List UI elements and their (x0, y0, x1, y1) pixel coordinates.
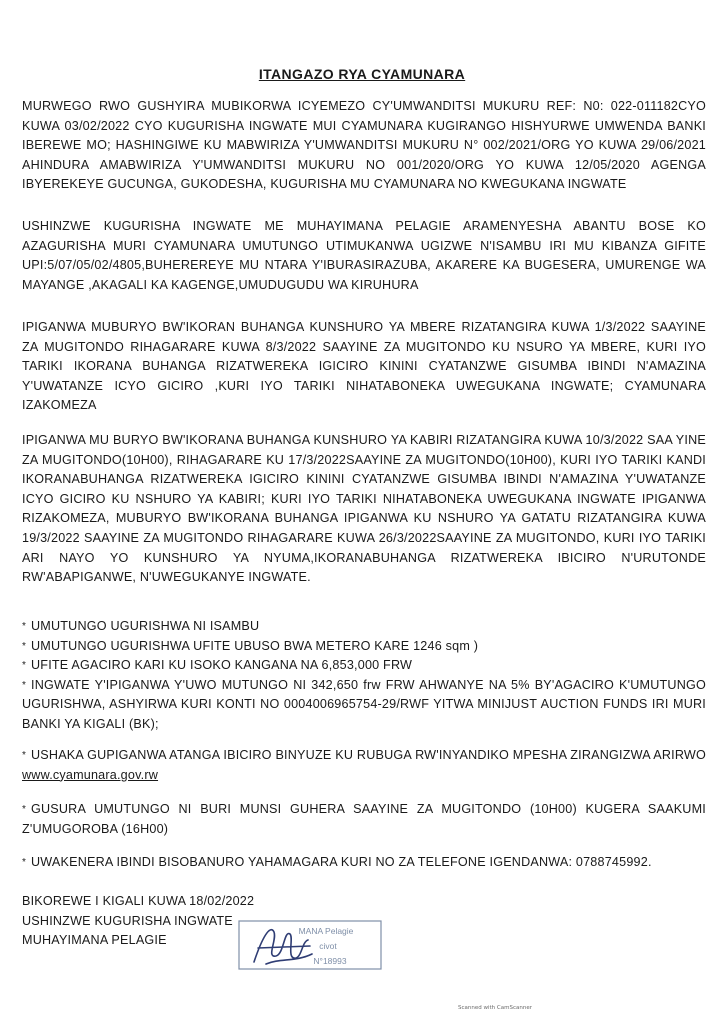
asterisk-bullet-icon: * (22, 804, 27, 815)
list-item: * UMUTUNGO UGURISHWA UFITE UBUSO BWA METERO KARE 1246 sqm ) (22, 637, 706, 657)
official-stamp-and-signature (236, 918, 384, 972)
bidding-website-note: * USHAKA GUPIGANWA ATANGA IBICIRO BINYUZE KU RUBUGA RW'INYANDIKO MPESHA ZIRANGIZWA ARIRWO www.cyamunara.gov.rw (22, 748, 706, 782)
asterisk-bullet-icon: * (22, 640, 27, 652)
list-item: * INGWATE Y'IPIGANWA Y'UWO MUTUNGO NI 342,650 frw FRW AHWANYE NA 5% BY'AGACIRO K'UMUTUNGO UGURISHWA, ASHYIRWA KURI KONTI NO 0004006965754-29/RWF YITWA MINIJUST AUCTION FUNDS IRI MURI BANKI YA KIGALI (BK); (22, 677, 706, 731)
asterisk-bullet-icon: * (22, 750, 27, 761)
paragraph-first-auction-round: IPIGANWA MUBURYO BW'IKORAN BUHANGA KUNSHURO YA MBERE RIZATANGIRA KUWA 1/3/2022 SAAYINE ZA MUGITONDO RIHAGARARE KUWA 8/3/2022 SAAYINE ZA MUGITONDO KU NSURO YA MBERE, KURI IYO TARIKI IKORANA BUHANGA RIZATWEREKA IGICIRO KININI CYATANZWE GISUMBA IBINDI N'AMAZINA Y'UWATANZE ICYO GICIRO ,KURI IYO TARIKI NIHATABONEKA UWEGUKANA INGWATE; CYAMUNARA IZAKOMEZA (22, 320, 706, 413)
list-item: * UMUTUNGO UGURISHWA NI ISAMBU (22, 617, 706, 637)
stamp-line-2: civot (319, 941, 337, 951)
property-visit-note: * GUSURA UMUTUNGO NI BURI MUNSI GUHERA SAAYINE ZA MUGITONDO (10H00) KUGERA SAAKUMI Z'UMUGOROBA (16H00) (22, 802, 706, 836)
asterisk-bullet-icon: * (22, 660, 27, 672)
signoff-role: USHINZWE KUGURISHA INGWATE (22, 913, 233, 928)
property-details-list (22, 617, 706, 735)
contact-info-note: * UWAKENERA IBINDI BISOBANURO YAHAMAGARA KURI NO ZA TELEFONE IGENDANWA: 0788745992. (22, 853, 706, 873)
asterisk-bullet-icon: * (22, 679, 27, 691)
cyamunara-website-link[interactable]: www.cyamunara.gov.rw (22, 767, 159, 782)
signoff-name: MUHAYIMANA PELAGIE (22, 933, 167, 948)
scanner-watermark: Scanned with CamScanner (458, 1005, 532, 1011)
stamp-line-1: MANA Pelagie (298, 926, 354, 936)
document-title: ITANGAZO RYA CYAMUNARA (258, 66, 466, 82)
list-item: * UFITE AGACIRO KARI KU ISOKO KANGANA NA 6,853,000 FRW (22, 656, 706, 676)
signoff-place-date: BIKOREWE I KIGALI KUWA 18/02/2022 (22, 894, 255, 908)
paragraph-second-third-auction-rounds: IPIGANWA MU BURYO BW'IKORANA BUHANGA KUNSHURO YA KABIRI RIZATANGIRA KUWA 10/3/2022 SAA YINE ZA MUGITONDO(10H00), RIHAGARARE KU 17/3/2022SAAYINE ZA MUGITONDO(10H00), KURI IYO TARIKI KANDI IKORANABUHANGA RIZATWEREKA IGICIRO KININI CYATANZWE GISUMBA IBINDI N'AMAZINA Y'UWATANZE ICYO GICIRO KU NSHURO YA KABIRI; KURI IYO TARIKI NIHATABONEKA UWEGUKANA INGWATE IPIGANWA RIZAKOMEZA, MUBURYO BW'IKORANA BUHANGA IPIGANWA KU NSHURO YA GATATU RIZATANGIRA KUWA 19/3/2022 SAAYINE ZA MUGITONDO RIHAGARARE KUWA 26/3/2022SAAYINE ZA MUGITONDO, KURI IYO TARIKI ARI NAYO YO KUNSHURO YA NYUMA,IKORANABUHANGA RIZATWEREKA IBICIRO N'URUTONDE RW'ABAPIGANWE, N'UWEGUKANYE INGWATE. (22, 433, 706, 585)
asterisk-bullet-icon: * (22, 621, 27, 632)
paragraph-legal-basis: MURWEGO RWO GUSHYIRA MUBIKORWA ICYEMEZO CY'UMWANDITSI MUKURU REF: N0: 022-011182CYO KUWA 03/02/2022 CYO KUGURISHA INGWATE MUI CYAMUNARA KUGIRANGO HISHYURWE UMWENDA BANKI IBEREWE MO; HASHINGIWE KU MABWIRIZA Y'UMWANDITSI MUKURU N° 002/2021/ORG YO KUWA 29/06/2021 AHINDURA AMABWIRIZA Y'UMWANDITSI MUKURU NO 001/2020/ORG YO KUWA 12/05/2020 AGENGA IBYEREKEYE GUCUNGA, GUKODESHA, KUGURISHA MU CYAMUNARA NO KWEGUKANA INGWATE (22, 99, 706, 192)
asterisk-bullet-icon: * (22, 857, 27, 868)
paragraph-property-description: USHINZWE KUGURISHA INGWATE ME MUHAYIMANA PELAGIE ARAMENYESHA ABANTU BOSE KO AZAGURISHA MURI CYAMUNARA UMUTUNGO UTIMUKANWA UGIZWE N'ISAMBU IRI MU KIBANZA GIFITE UPI:5/07/05/02/4805,BUHEREREYE MU NTARA Y'IBURASIRAZUBA, AKARERE KA BUGESERA, UMURENGE WA MAYANGE ,AKAGALI KA KAGENGE,UMUDUGUDU WA KIRUHURA (22, 219, 706, 292)
stamp-line-3: N°18993 (313, 956, 347, 966)
